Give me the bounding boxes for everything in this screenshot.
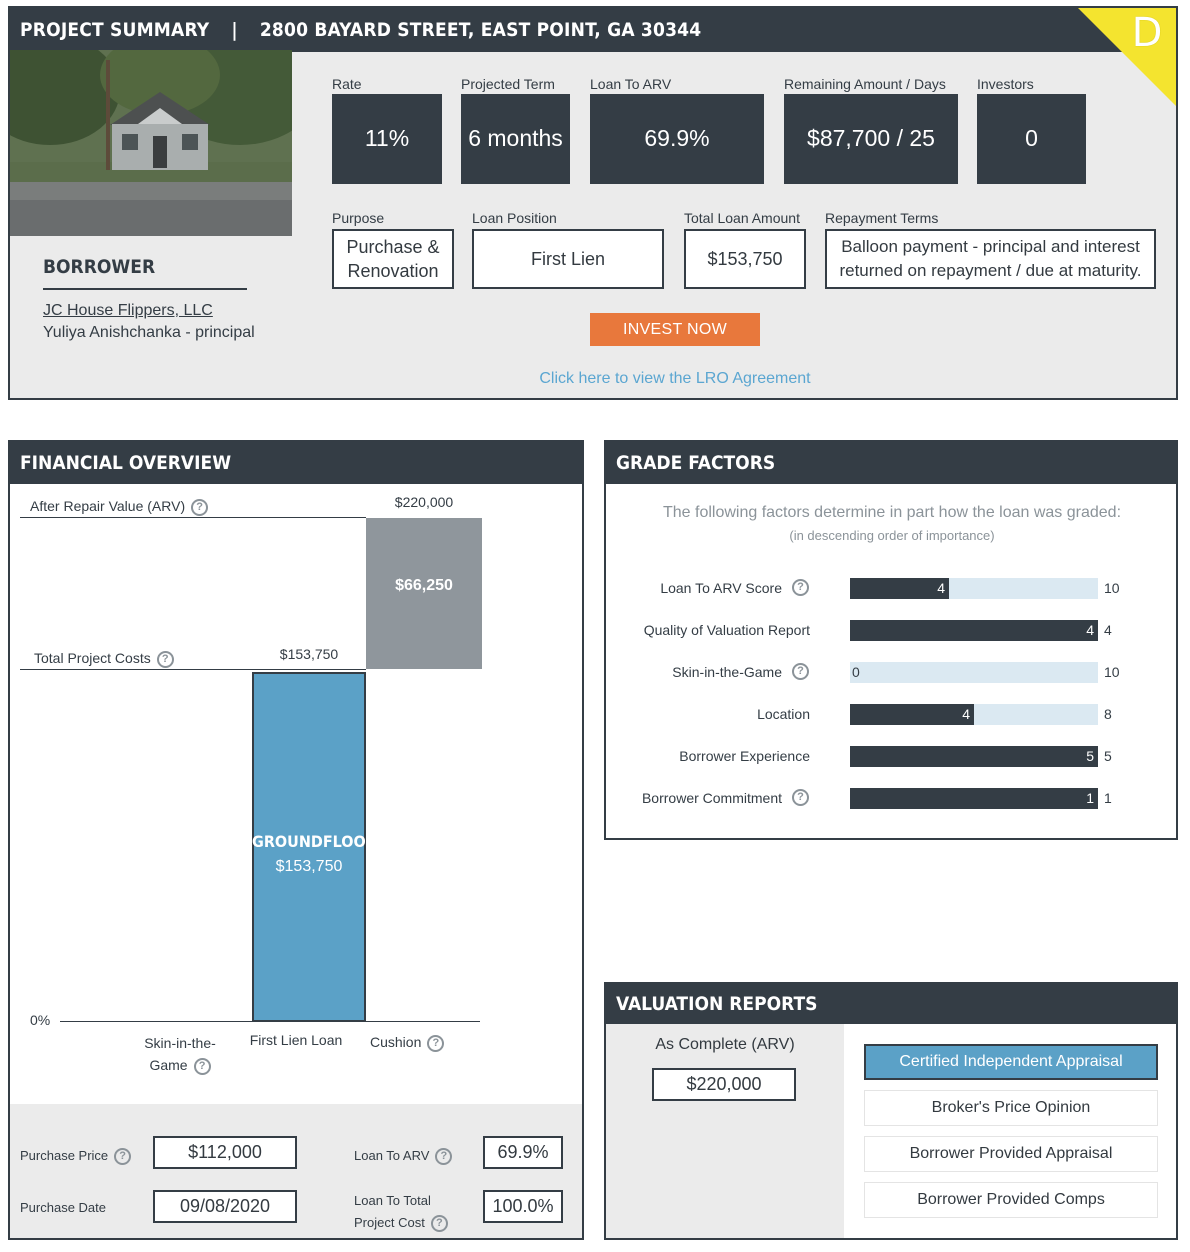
borrower-company-link[interactable]: JC House Flippers, LLC xyxy=(43,302,213,319)
project-summary-header xyxy=(10,8,1178,52)
repayment-terms-label: Repayment Terms xyxy=(825,210,939,226)
loan-position-value: First Lien xyxy=(472,229,664,289)
arv-value: $220,000 xyxy=(394,494,454,510)
valuation-option-certified-appraisal[interactable]: Certified Independent Appraisal xyxy=(864,1044,1158,1080)
valuation-reports-header: VALUATION REPORTS xyxy=(606,984,1178,1024)
purchase-price-help-icon[interactable]: ? xyxy=(114,1148,131,1165)
purchase-date-value: 09/08/2020 xyxy=(153,1190,297,1223)
repayment-terms-value xyxy=(825,229,1156,289)
loan-position-label: Loan Position xyxy=(472,210,557,226)
grade-factor-help-icon[interactable]: ? xyxy=(792,663,809,680)
loan-to-arv-footer-text: Loan To ARV xyxy=(354,1148,430,1163)
cushion-value: $66,250 xyxy=(395,577,453,594)
financial-overview-panel xyxy=(8,440,584,1240)
tpc-line xyxy=(20,669,366,670)
arv-help-icon[interactable]: ? xyxy=(191,499,208,516)
grade-factors-panel xyxy=(604,440,1178,840)
grade-factor-max: 5 xyxy=(1104,748,1112,764)
x-label-skin-in-the-game xyxy=(130,1032,230,1076)
grade-factor-bar: 4 xyxy=(850,578,949,599)
total-loan-amount-label: Total Loan Amount xyxy=(684,210,800,226)
valuation-option-borrower-comps[interactable]: Borrower Provided Comps xyxy=(864,1182,1158,1218)
financial-footer xyxy=(10,1104,584,1240)
loan-to-arv-label: Loan To ARV xyxy=(590,76,672,92)
arv-label xyxy=(30,498,208,516)
as-complete-value: $220,000 xyxy=(652,1068,796,1101)
ltc-help-icon[interactable]: ? xyxy=(431,1215,448,1232)
purpose-label: Purpose xyxy=(332,210,385,226)
ltc-label xyxy=(354,1190,448,1234)
project-summary-title: PROJECT SUMMARY xyxy=(20,19,210,41)
grade-factors-sub: (in descending order of importance) xyxy=(789,528,995,543)
grade-factor-bar: 1 xyxy=(850,788,1098,809)
cushion-help-icon[interactable]: ? xyxy=(427,1035,444,1052)
tpc-value: $153,750 xyxy=(279,646,339,662)
grade-factor-help-icon[interactable]: ? xyxy=(792,789,809,806)
house-illustration xyxy=(10,50,292,236)
purchase-price-value: $112,000 xyxy=(153,1136,297,1169)
grade-factor-max: 1 xyxy=(1104,790,1112,806)
grade-factor-max: 10 xyxy=(1104,580,1120,596)
grade-factor-help-icon[interactable]: ? xyxy=(792,579,809,596)
purchase-price-label xyxy=(20,1148,131,1165)
grade-factor-label: Quality of Valuation Report xyxy=(643,622,810,638)
ltc-label-line2: Project Cost xyxy=(354,1215,425,1230)
grade-factor-bar: 4 xyxy=(850,704,974,725)
grade-factor-max: 8 xyxy=(1104,706,1112,722)
rate-value: 11% xyxy=(332,94,442,184)
skin-help-icon[interactable]: ? xyxy=(194,1058,211,1075)
total-project-costs-label xyxy=(34,650,174,668)
grade-factor-bar: 0 xyxy=(852,664,860,680)
investors-value: 0 xyxy=(977,94,1086,184)
borrower-principal: Yuliya Anishchanka - principal xyxy=(43,324,255,341)
tpc-label-text: Total Project Costs xyxy=(34,650,151,666)
cushion-label-text: Cushion xyxy=(370,1034,422,1050)
remaining-amount-label: Remaining Amount / Days xyxy=(784,76,946,92)
purpose-line1: Purchase & xyxy=(346,237,440,257)
projected-term-value: 6 months xyxy=(461,94,570,184)
project-address: 2800 BAYARD STREET, EAST POINT, GA 30344 xyxy=(259,19,702,41)
project-summary-panel xyxy=(8,6,1178,400)
purpose-value xyxy=(332,229,454,289)
arv-line xyxy=(20,517,366,518)
invest-now-button[interactable]: INVEST NOW xyxy=(590,313,760,346)
grade-factor-label: Skin-in-the-Game xyxy=(672,664,782,680)
valuation-reports-panel xyxy=(604,982,1178,1240)
skin-line1: Skin-in-the- xyxy=(144,1035,216,1051)
purchase-date-label: Purchase Date xyxy=(20,1200,106,1215)
skin-line2: Game xyxy=(149,1057,188,1073)
lro-agreement-link[interactable]: Click here to view the LRO Agreement xyxy=(539,370,811,387)
property-photo xyxy=(10,50,292,236)
grade-factor-label: Loan To ARV Score xyxy=(660,580,782,596)
repayment-line2: returned on repayment / due at maturity. xyxy=(839,261,1142,280)
valuation-option-borrower-appraisal[interactable]: Borrower Provided Appraisal xyxy=(864,1136,1158,1172)
grade-factor-max: 4 xyxy=(1104,622,1112,638)
loan-to-arv-footer-value: 69.9% xyxy=(483,1136,563,1169)
grade-factor-label: Borrower Commitment xyxy=(641,790,782,806)
purchase-price-label-text: Purchase Price xyxy=(20,1148,109,1163)
ltc-value: 100.0% xyxy=(483,1190,563,1223)
borrower-heading: BORROWER xyxy=(43,256,156,278)
loan-bar-value: $153,750 xyxy=(275,858,343,875)
grade-factor-label: Location xyxy=(757,706,810,722)
zero-label: 0% xyxy=(30,1012,51,1028)
x-label-cushion xyxy=(370,1034,444,1052)
investors-label: Investors xyxy=(977,76,1034,92)
total-loan-amount-value: $153,750 xyxy=(684,229,806,289)
valuation-option-brokers-price-opinion[interactable]: Broker's Price Opinion xyxy=(864,1090,1158,1126)
loan-to-arv-help-icon[interactable]: ? xyxy=(435,1148,452,1165)
grade-factor-bar: 5 xyxy=(850,746,1098,767)
purpose-line2: Renovation xyxy=(347,261,439,281)
grade-factor-label: Borrower Experience xyxy=(679,748,810,764)
grade-factor-max: 10 xyxy=(1104,664,1120,680)
repayment-line1: Balloon payment - principal and interest xyxy=(841,237,1140,256)
financial-overview-header: FINANCIAL OVERVIEW xyxy=(10,442,584,484)
x-axis-line xyxy=(60,1021,480,1022)
grade-factors-header: GRADE FACTORS xyxy=(606,442,1178,484)
as-complete-section xyxy=(606,1024,844,1240)
as-complete-label: As Complete (ARV) xyxy=(655,1036,795,1053)
projected-term-label: Projected Term xyxy=(461,76,555,92)
grade-factor-bar: 4 xyxy=(850,620,1098,641)
grade-letter: D xyxy=(1131,10,1163,56)
rate-label: Rate xyxy=(332,76,362,92)
loan-to-arv-value: 69.9% xyxy=(590,94,764,184)
remaining-amount-value: $87,700 / 25 xyxy=(784,94,958,184)
x-label-first-lien: First Lien Loan xyxy=(249,1032,343,1048)
header-separator: | xyxy=(231,19,238,41)
tpc-help-icon[interactable]: ? xyxy=(157,651,174,668)
ltc-label-line1: Loan To Total xyxy=(354,1193,431,1208)
grade-factors-intro: The following factors determine in part how the loan was graded: xyxy=(662,504,1122,521)
loan-bar-title: GROUNDFLOOR xyxy=(252,832,377,851)
borrower-heading-wrap xyxy=(43,256,247,290)
grade-factor-track xyxy=(850,662,1098,683)
loan-to-arv-footer-label xyxy=(354,1148,452,1165)
arv-label-text: After Repair Value (ARV) xyxy=(30,498,186,514)
